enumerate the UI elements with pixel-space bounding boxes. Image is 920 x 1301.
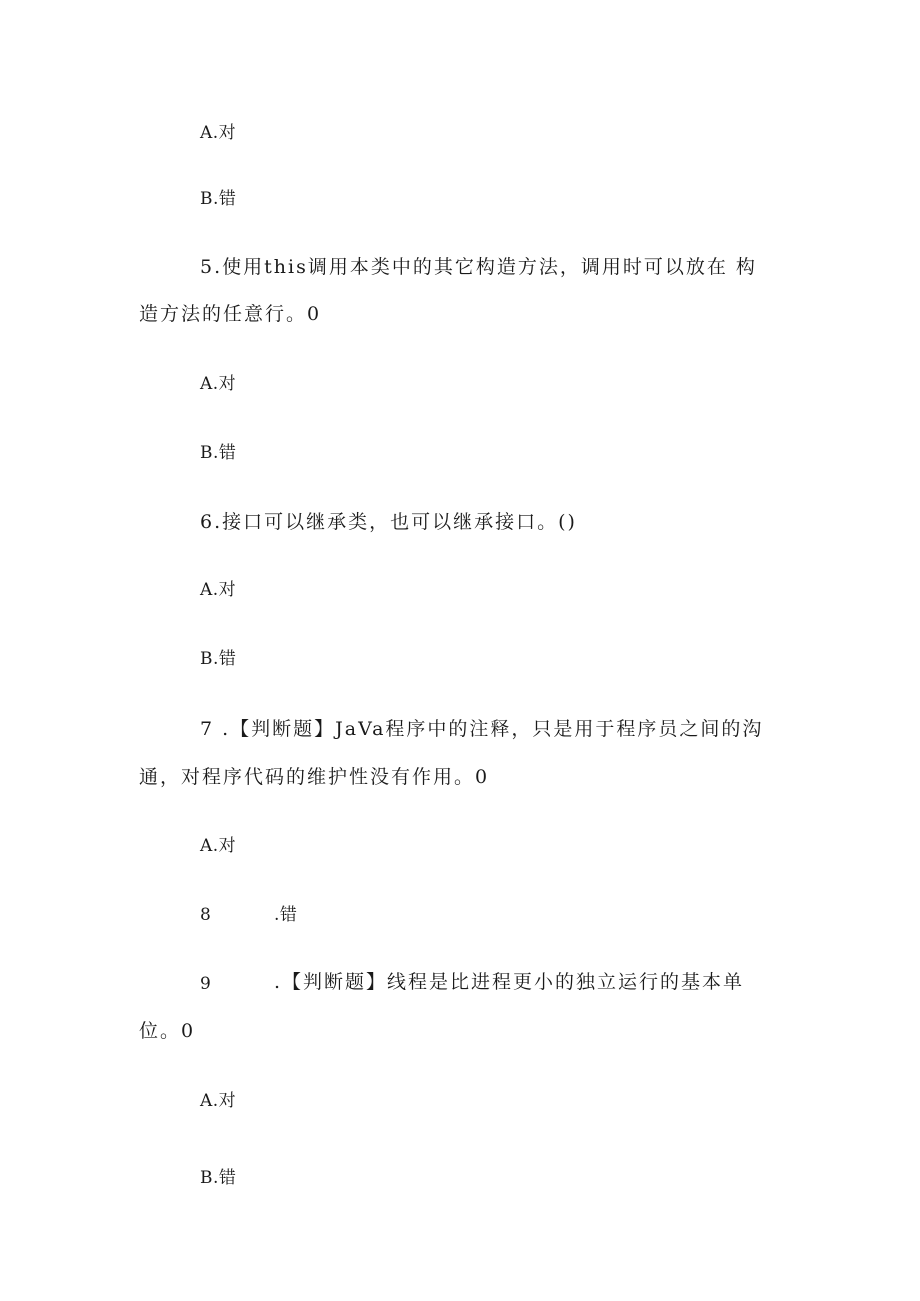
question-8-text: .错 (274, 905, 298, 925)
question-7-line-1: 7 .【判断题】JaVa程序中的注释，只是用于程序员之间的沟 (200, 718, 764, 740)
question-7-line-2: 通，对程序代码的维护性没有作用。0 (139, 766, 490, 788)
question-6: 6.接口可以继承类，也可以继承接口。() (200, 511, 577, 533)
option-a: A.对 (200, 580, 237, 600)
question-5-line-2: 造方法的任意行。0 (139, 303, 322, 325)
option-a: A.对 (200, 123, 237, 143)
question-9-line-1: .【判断题】线程是比进程更小的独立运行的基本单 (274, 971, 745, 993)
question-5-line-1: 5.使用this调用本类中的其它构造方法，调用时可以放在 构 (200, 256, 757, 278)
option-a: A.对 (200, 1091, 237, 1111)
option-b: B.错 (200, 443, 237, 463)
question-9-number: 9 (200, 974, 211, 994)
option-a: A.对 (200, 374, 237, 394)
question-9-line-2: 位。0 (139, 1020, 196, 1042)
question-8-number: 8 (200, 905, 211, 925)
option-b: B.错 (200, 1168, 237, 1188)
option-b: B.错 (200, 189, 237, 209)
option-b: B.错 (200, 649, 237, 669)
option-a: A.对 (200, 836, 237, 856)
